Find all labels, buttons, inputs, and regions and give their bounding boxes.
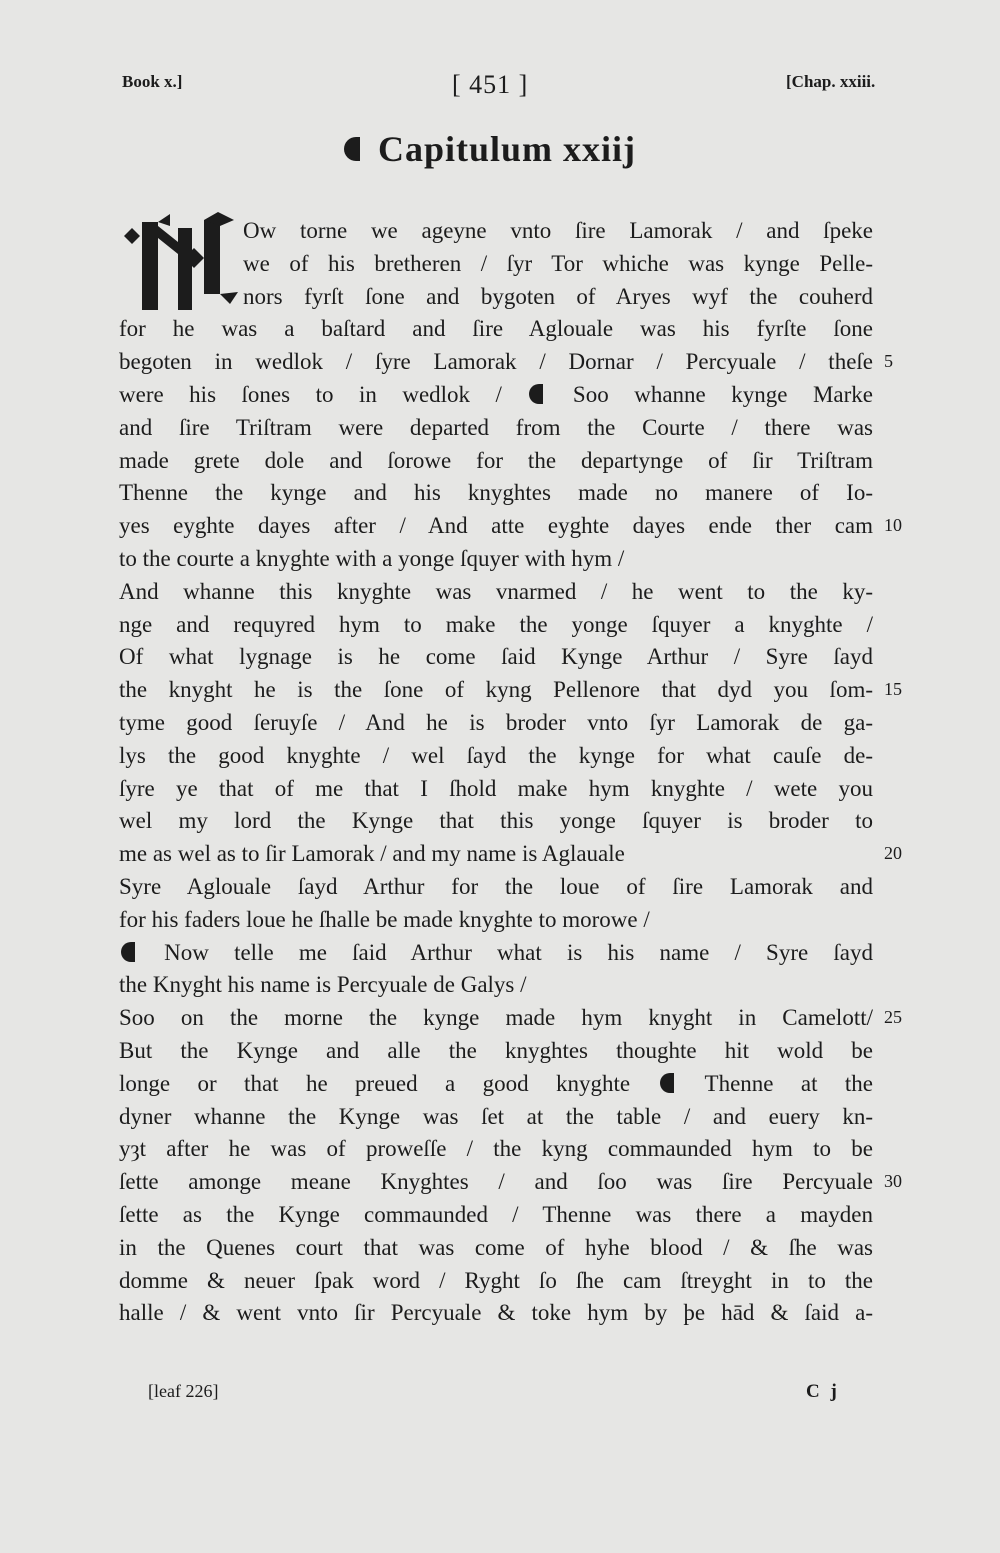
line-number: 30 — [884, 1171, 902, 1191]
text-line: Soo on the morne the kynge made hym knyght in Camelott/ — [119, 1005, 873, 1030]
signature-mark: C j — [806, 1381, 840, 1402]
text-line: the knyght he is the ſone of kyng Pellenore that dyd you ſom- — [119, 677, 873, 702]
text-line: me as wel as to ſir Lamorak / and my name is Aglauale — [119, 841, 625, 866]
pilcrow-icon — [660, 1072, 676, 1094]
pilcrow-icon — [529, 383, 545, 405]
text-line: And whanne this knyghte was vnarmed / he went to the ky- — [119, 579, 873, 604]
text-line: Now telle me ſaid Arthur what is his name / Syre ſayd — [119, 938, 873, 968]
text-line: dyner whanne the Kynge was ſet at the table / and euery kn- — [119, 1104, 873, 1129]
text-line: ſette amonge meane Knyghtes / and ſoo was ſire Percyuale — [119, 1169, 873, 1194]
text-line: Ow torne we ageyne vnto ſire Lamorak / and ſpeke — [243, 218, 873, 243]
running-header-chapter: [Chap. xxiii. — [786, 72, 876, 91]
text-line: Thenne the kynge and his knyghtes made no manere of Io- — [119, 480, 873, 505]
text-line: yȝt after he was of proweſſe / the kyng commaunded hym to be — [119, 1136, 873, 1161]
text-line: in the Quenes court that was come of hyhe blood / & ſhe was — [119, 1235, 873, 1260]
line-number: 20 — [884, 843, 902, 863]
text-line: made grete dole and ſorowe for the departynge of ſir Triſtram — [119, 448, 873, 473]
text-line: and ſire Triſtram were departed from the Courte / there was — [119, 415, 873, 440]
line-number: 5 — [884, 351, 893, 371]
text-line: nge and requyred hym to make the yonge ſquyer a knyghte / — [119, 612, 873, 637]
text-line: domme & neuer ſpak word / Ryght ſo ſhe cam ſtreyght in to the — [119, 1268, 873, 1293]
text-line: longe or that he preued a good knyghte Thenne at the — [119, 1071, 873, 1096]
text-line: to the courte a knyghte with a yonge ſquyer with hym / — [119, 546, 625, 571]
leaf-reference: [leaf 226] — [148, 1381, 219, 1401]
text-line: yes eyghte dayes after / And atte eyghte dayes ende ther cam — [119, 513, 873, 538]
running-header-book: Book x.] — [122, 72, 183, 91]
chapter-title: Capitulum xxiij — [378, 129, 637, 169]
text-line: for he was a baſtard and ſire Aglouale was his fyrſte ſone — [119, 316, 873, 341]
text-line: But the Kynge and alle the knyghtes thoughte hit wold be — [119, 1038, 873, 1063]
line-number: 15 — [884, 679, 902, 699]
text-line: lys the good knyghte / wel ſayd the kynge for what cauſe de- — [119, 743, 873, 768]
text-line: tyme good ſeruyſe / And he is broder vnto ſyr Lamorak de ga- — [119, 710, 873, 735]
text-line: ſyre ye that of me that I ſhold make hym knyghte / wete you — [119, 776, 873, 801]
text-line: the Knyght his name is Percyuale de Galys / — [119, 972, 527, 997]
text-line: we of his bretheren / ſyr Tor whiche was kynge Pelle- — [243, 251, 873, 276]
text-line: wel my lord the Kynge that this yonge ſquyer is broder to — [119, 808, 873, 833]
text-line: Syre Aglouale ſayd Arthur for the loue of ſire Lamorak and — [119, 874, 873, 899]
text-line: begoten in wedlok / ſyre Lamorak / Dornar / Percyuale / theſe — [119, 349, 873, 374]
text-line: halle / & went vnto ſir Percyuale & toke hym by þe hād & ſaid a- — [119, 1300, 873, 1325]
pilcrow-icon — [344, 135, 362, 163]
page-number: [ 451 ] — [452, 70, 529, 99]
text-line: for his faders loue he ſhalle be made knyghte to morowe / — [119, 907, 650, 932]
text-line: ſette as the Kynge commaunded / Thenne was there a mayden — [119, 1202, 873, 1227]
chapter-heading — [344, 128, 636, 170]
pilcrow-icon — [121, 941, 137, 963]
text-line: Of what lygnage is he come ſaid Kynge Arthur / Syre ſayd — [119, 644, 873, 669]
text-line: were his ſones to in wedlok / Soo whanne kynge Marke — [119, 382, 873, 407]
line-number: 25 — [884, 1007, 902, 1027]
decorated-initial-n-icon — [122, 212, 240, 314]
text-line: nors fyrſt ſone and bygoten of Aryes wyf the couherd — [243, 284, 873, 309]
line-number: 10 — [884, 515, 902, 535]
